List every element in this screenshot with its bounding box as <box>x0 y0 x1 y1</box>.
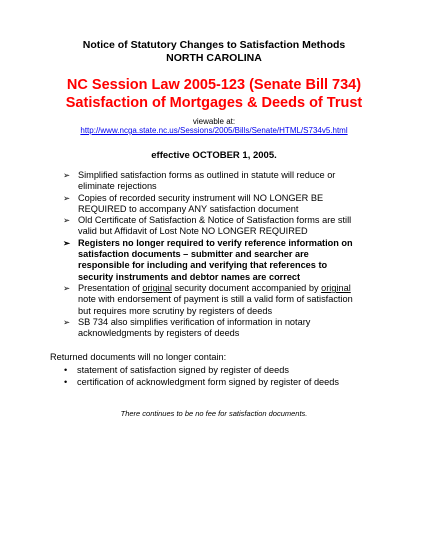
list-item-line <box>78 283 381 294</box>
text-span: Presentation of <box>78 282 143 293</box>
arrow-bullet-icon: ➢ <box>63 192 71 203</box>
changes-list <box>63 170 381 339</box>
returned-list <box>63 364 393 388</box>
returned-intro: Returned documents will no longer contain: <box>50 352 227 362</box>
list-item <box>63 283 381 317</box>
arrow-bullet-icon: ➢ <box>63 237 71 248</box>
notice-heading-line2: NORTH CAROLINA <box>166 52 262 64</box>
list-item-line: acknowledgments by registers of deeds <box>78 328 240 339</box>
list-item-line: Old Certificate of Satisfaction & Notice of Satisfaction forms are still <box>78 215 352 226</box>
list-item-text: statement of satisfaction signed by register of deeds <box>77 365 289 375</box>
underlined-original: original <box>321 282 351 293</box>
viewable-label: viewable at: <box>192 117 236 126</box>
list-item <box>63 376 393 388</box>
list-item-line: but requires more scrutiny by registers of deeds <box>78 305 273 316</box>
document-title-line1: NC Session Law 2005-123 (Senate Bill 734) <box>66 77 362 93</box>
text-span: security document accompanied by <box>171 282 322 293</box>
list-item-line: Copies of recorded security instrument will NO LONGER BE <box>78 192 324 203</box>
list-item-line: eliminate rejections <box>78 181 157 192</box>
list-item <box>63 193 381 216</box>
statute-link[interactable]: http://www.ncga.state.nc.us/Sessions/2005/Bills/Senate/HTML/S734v5.html <box>80 126 348 135</box>
notice-heading <box>0 39 428 65</box>
list-item <box>63 317 381 340</box>
dot-bullet-icon: • <box>64 365 68 375</box>
notice-heading-line1: Notice of Statutory Changes to Satisfaction Methods <box>82 39 346 51</box>
list-item <box>63 215 381 238</box>
fee-note: There continues to be no fee for satisfaction documents. <box>120 409 308 418</box>
list-item-line: satisfaction documents – submitter and searcher are <box>78 249 309 260</box>
arrow-bullet-icon: ➢ <box>63 215 71 226</box>
underlined-original: original <box>142 282 172 293</box>
list-item-line: Simplified satisfaction forms as outlined in statute will reduce or <box>78 170 336 180</box>
list-item-line: SB 734 also simplifies verification of information in notary <box>78 316 311 327</box>
list-item-text: certification of acknowledgment form signed by register of deeds <box>77 377 339 387</box>
list-item-line: security instruments and debtor names are correct <box>78 271 301 282</box>
document-title <box>0 76 428 112</box>
statute-link-wrap <box>0 126 428 136</box>
list-item <box>63 238 381 283</box>
list-item-line: responsible for including and verifying that references to <box>78 260 328 271</box>
dot-bullet-icon: • <box>64 377 68 387</box>
list-item <box>63 170 381 193</box>
arrow-bullet-icon: ➢ <box>63 316 71 327</box>
list-item-line: note with endorsement of payment is still a valid form of satisfaction <box>78 294 353 305</box>
arrow-bullet-icon: ➢ <box>63 282 71 293</box>
arrow-bullet-icon: ➢ <box>63 170 71 180</box>
list-item-line: Registers no longer required to verify reference information on <box>78 237 353 248</box>
list-item <box>63 364 393 376</box>
list-item-line: REQUIRED to accompany ANY satisfaction document <box>78 203 299 214</box>
list-item-line: valid but Affidavit of Lost Note NO LONGER REQUIRED <box>78 226 308 237</box>
document-title-line2: Satisfaction of Mortgages & Deeds of Trust <box>65 95 363 111</box>
effective-date: effective OCTOBER 1, 2005. <box>151 150 277 161</box>
